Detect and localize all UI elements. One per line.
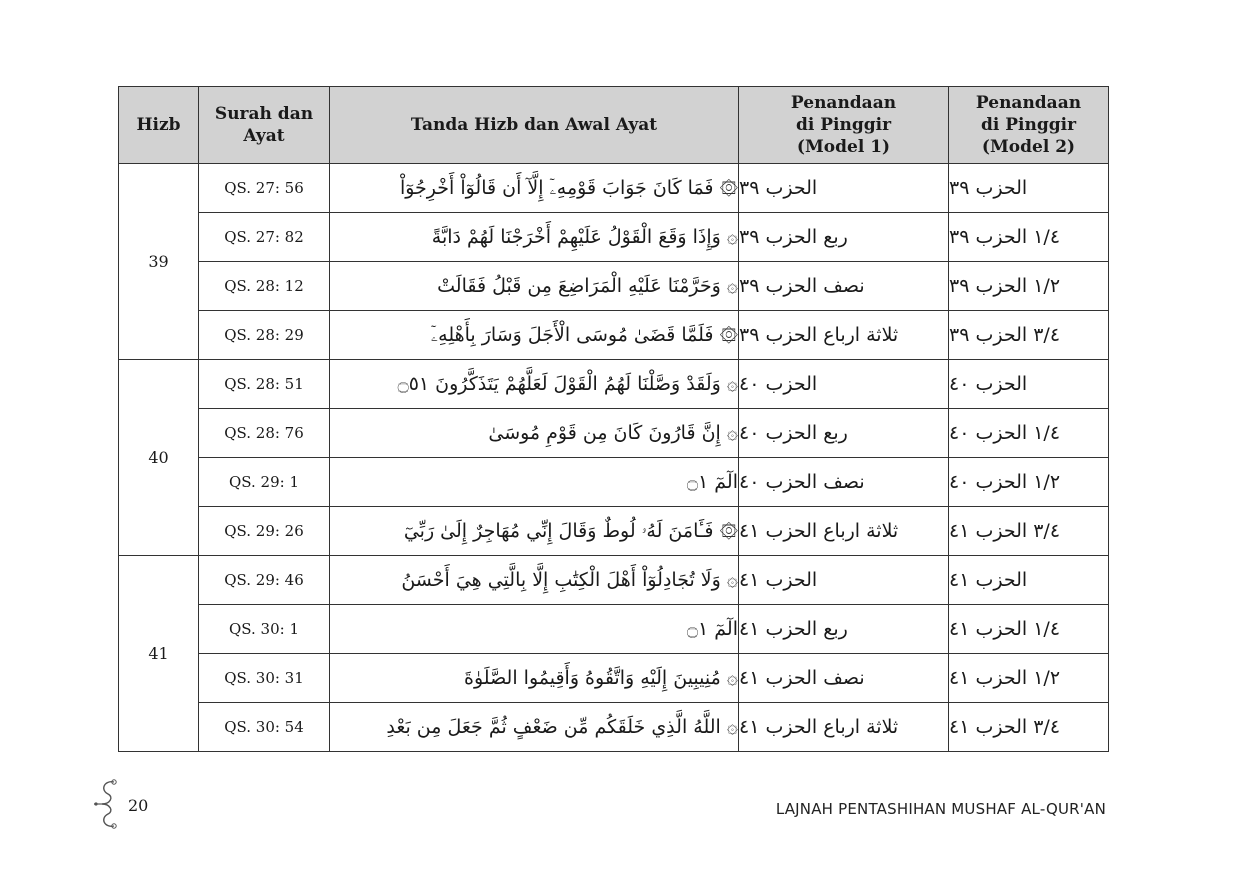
table-row bbox=[119, 507, 1109, 556]
header-surah bbox=[199, 87, 330, 164]
model1-label: نصف الحزب ٤٠ bbox=[739, 458, 949, 507]
surah-ayat-ref: QS. 28: 29 bbox=[199, 311, 330, 360]
hizb-table bbox=[118, 86, 1109, 752]
table-row bbox=[119, 360, 1109, 409]
header-row bbox=[119, 87, 1109, 164]
ayat-text: وَلَا تُجَادِلُوٓاْ أَهْلَ الْكِتَٰبِ إِلَّا بِالَّتِي هِيَ أَحْسَنُ bbox=[401, 569, 721, 591]
table-row bbox=[119, 311, 1109, 360]
page-number: 20 bbox=[128, 796, 149, 815]
ayat-text: الٓمٓ ۝١ bbox=[686, 471, 738, 493]
hizb-mark-icon: ۞ bbox=[726, 716, 738, 738]
table-row bbox=[119, 556, 1109, 605]
surah-ayat-ref: QS. 30: 1 bbox=[199, 605, 330, 654]
surah-ayat-ref: QS. 30: 31 bbox=[199, 654, 330, 703]
ayat-text: مُنِيبِينَ إِلَيْهِ وَاتَّقُوهُ وَأَقِيمُوا الصَّلَوٰةَ bbox=[464, 667, 721, 689]
model1-label: ثلاثة ارباع الحزب ٤١ bbox=[739, 507, 949, 556]
ayat-cell bbox=[330, 703, 739, 752]
table-row bbox=[119, 164, 1109, 213]
hizb-mark-icon: ۞ bbox=[719, 520, 738, 542]
header-surah-line2: Ayat bbox=[243, 126, 285, 146]
ayat-text: وَإِذَا وَقَعَ الْقَوْلُ عَلَيْهِمْ أَخْرَجْنَا لَهُمْ دَابَّةً bbox=[431, 226, 721, 248]
surah-ayat-ref: QS. 28: 51 bbox=[199, 360, 330, 409]
hizb-number: 41 bbox=[119, 556, 199, 752]
header-tanda: Tanda Hizb dan Awal Ayat bbox=[330, 87, 739, 164]
header-model2-line1: Penandaan bbox=[975, 92, 1082, 113]
hizb-mark-icon: ۞ bbox=[719, 177, 738, 199]
table-row bbox=[119, 654, 1109, 703]
model2-label: ١/٢ الحزب ٤٠ bbox=[949, 458, 1109, 507]
model1-label: ثلاثة ارباع الحزب ٣٩ bbox=[739, 311, 949, 360]
model2-label: الحزب ٤٠ bbox=[949, 360, 1109, 409]
model1-label: نصف الحزب ٤١ bbox=[739, 654, 949, 703]
model2-label: ١/٤ الحزب ٣٩ bbox=[949, 213, 1109, 262]
hizb-mark-icon: ۞ bbox=[726, 226, 738, 248]
ayat-text: فَـَٔامَنَ لَهُۥ لُوطٌ وَقَالَ إِنِّي مُهَاجِرٌ إِلَىٰ رَبِّيٓ bbox=[403, 520, 714, 542]
model1-label: الحزب ٣٩ bbox=[739, 164, 949, 213]
model1-label: ربع الحزب ٣٩ bbox=[739, 213, 949, 262]
header-model1 bbox=[739, 87, 949, 164]
ayat-cell bbox=[330, 605, 739, 654]
header-model2-line3: (Model 2) bbox=[981, 137, 1076, 158]
table-row bbox=[119, 262, 1109, 311]
hizb-mark-icon: ۞ bbox=[726, 667, 738, 689]
hizb-mark-icon: ۞ bbox=[726, 569, 738, 591]
model2-label: ٣/٤ الحزب ٤١ bbox=[949, 507, 1109, 556]
hizb-mark-icon: ۞ bbox=[719, 324, 738, 346]
model2-label: ٣/٤ الحزب ٤١ bbox=[949, 703, 1109, 752]
ayat-cell bbox=[330, 360, 739, 409]
surah-ayat-ref: QS. 27: 56 bbox=[199, 164, 330, 213]
surah-ayat-ref: QS. 28: 76 bbox=[199, 409, 330, 458]
surah-ayat-ref: QS. 29: 46 bbox=[199, 556, 330, 605]
model2-label: ١/٢ الحزب ٤١ bbox=[949, 654, 1109, 703]
hizb-number: 39 bbox=[119, 164, 199, 360]
table-row bbox=[119, 605, 1109, 654]
header-model2 bbox=[949, 87, 1109, 164]
model2-label: ١/٤ الحزب ٤١ bbox=[949, 605, 1109, 654]
ayat-text: الٓمٓ ۝١ bbox=[686, 618, 738, 640]
model1-label: ربع الحزب ٤٠ bbox=[739, 409, 949, 458]
ayat-cell bbox=[330, 164, 739, 213]
hizb-number: 40 bbox=[119, 360, 199, 556]
model1-label: ربع الحزب ٤١ bbox=[739, 605, 949, 654]
ayat-text: إِنَّ قَارُونَ كَانَ مِن قَوْمِ مُوسَىٰ bbox=[488, 422, 721, 444]
hizb-mark-icon: ۞ bbox=[726, 373, 738, 395]
ayat-text: فَلَمَّا قَضَىٰ مُوسَى الْأَجَلَ وَسَارَ بِأَهْلِهِۦٓ bbox=[430, 324, 714, 346]
model1-label: ثلاثة ارباع الحزب ٤١ bbox=[739, 703, 949, 752]
surah-ayat-ref: QS. 29: 26 bbox=[199, 507, 330, 556]
surah-ayat-ref: QS. 28: 12 bbox=[199, 262, 330, 311]
hizb-mark-icon: ۞ bbox=[726, 422, 738, 444]
ayat-cell bbox=[330, 213, 739, 262]
ayat-text: اللَّهُ الَّذِي خَلَقَكُم مِّن ضَعْفٍ ثُمَّ جَعَلَ مِن بَعْدِ bbox=[386, 716, 721, 738]
model2-label: ١/٤ الحزب ٤٠ bbox=[949, 409, 1109, 458]
model2-label: ١/٢ الحزب ٣٩ bbox=[949, 262, 1109, 311]
surah-ayat-ref: QS. 29: 1 bbox=[199, 458, 330, 507]
table-row bbox=[119, 703, 1109, 752]
ayat-text: فَمَا كَانَ جَوَابَ قَوْمِهِۦٓ إِلَّآ أَن قَالُوٓاْ أَخْرِجُوٓاْ bbox=[399, 177, 714, 199]
table-row bbox=[119, 213, 1109, 262]
surah-ayat-ref: QS. 30: 54 bbox=[199, 703, 330, 752]
table-row bbox=[119, 458, 1109, 507]
model2-label: ٣/٤ الحزب ٣٩ bbox=[949, 311, 1109, 360]
ayat-cell bbox=[330, 556, 739, 605]
surah-ayat-ref: QS. 27: 82 bbox=[199, 213, 330, 262]
ayat-cell bbox=[330, 458, 739, 507]
model2-label: الحزب ٤١ bbox=[949, 556, 1109, 605]
ayat-cell bbox=[330, 311, 739, 360]
ayat-cell bbox=[330, 654, 739, 703]
header-model2-line2: di Pinggir bbox=[980, 114, 1077, 135]
header-model1-line1: Penandaan bbox=[790, 92, 897, 113]
table-row bbox=[119, 409, 1109, 458]
model2-label: الحزب ٣٩ bbox=[949, 164, 1109, 213]
model1-label: الحزب ٤٠ bbox=[739, 360, 949, 409]
model1-label: الحزب ٤١ bbox=[739, 556, 949, 605]
hizb-mark-icon: ۞ bbox=[726, 275, 738, 297]
header-surah-line1: Surah dan bbox=[214, 103, 314, 124]
ayat-cell bbox=[330, 507, 739, 556]
ayat-text: وَلَقَدْ وَصَّلْنَا لَهُمُ الْقَوْلَ لَعَلَّهُمْ يَتَذَكَّرُونَ ۝٥١ bbox=[397, 373, 721, 395]
header-hizb: Hizb bbox=[119, 87, 199, 164]
model1-label: نصف الحزب ٣٩ bbox=[739, 262, 949, 311]
ayat-cell bbox=[330, 262, 739, 311]
header-model1-line3: (Model 1) bbox=[796, 137, 891, 158]
ornament-icon bbox=[90, 776, 130, 832]
header-model1-line2: di Pinggir bbox=[795, 114, 892, 135]
footer-title: LAJNAH PENTASHIHAN MUSHAF AL-QUR'AN bbox=[775, 800, 1106, 818]
ayat-cell bbox=[330, 409, 739, 458]
ayat-text: وَحَرَّمْنَا عَلَيْهِ الْمَرَاضِعَ مِن قَبْلُ فَقَالَتْ bbox=[437, 275, 721, 297]
